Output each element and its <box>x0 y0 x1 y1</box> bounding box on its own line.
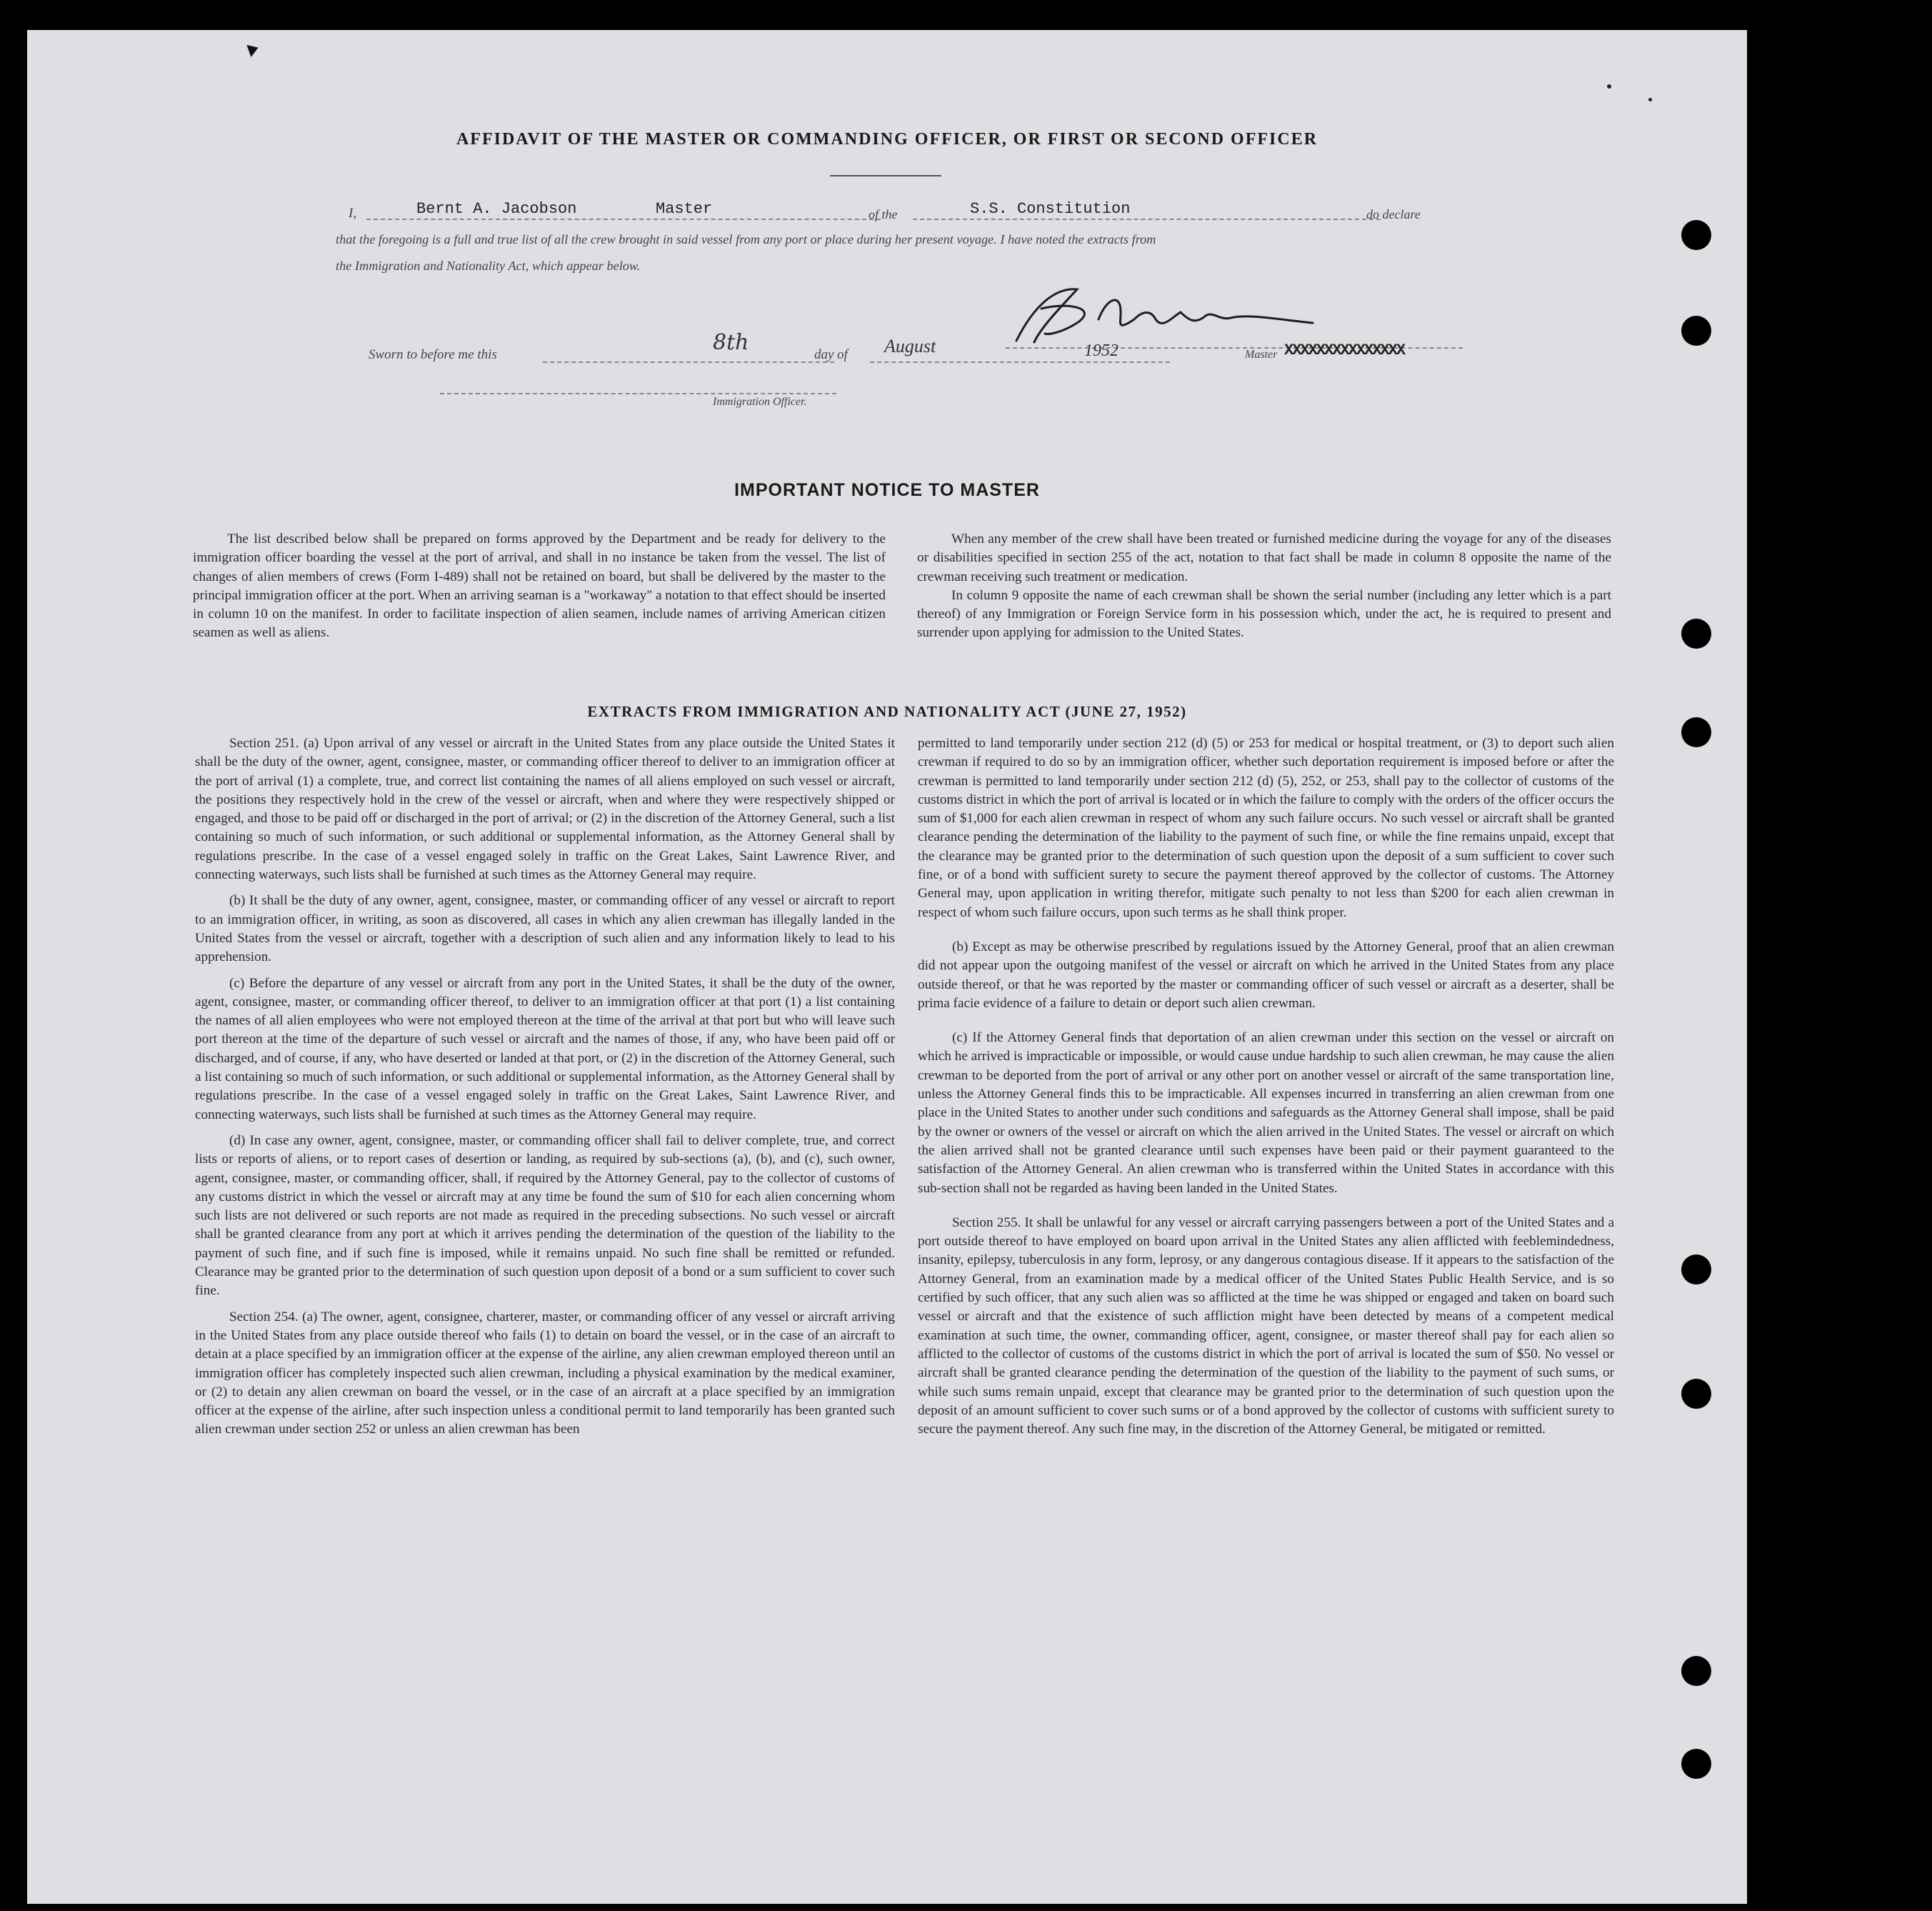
notice-left-paragraph: The list described below shall be prepared on forms approved by the Department and be ready for delivery to the immigration officer boarding the vessel at the port of arrival, and shall in no instance be taken from the vessel. The list of changes of alien members of crews (Form I-489) shall not be retained on board, but shall be delivered by the master to the principal immigration officer at the port. When an arriving seaman is a "workaway" a notation to that effect should be inserted in column 10 on the manifest. In order to facilitate inspection of alien seamen, include names of arriving American citizen seamen as well as aliens. <box>193 532 886 641</box>
sworn-year-value: 1952 <box>1084 341 1118 360</box>
punch-hole <box>1681 1379 1711 1409</box>
punch-hole <box>1681 717 1711 747</box>
notice-title: IMPORTANT NOTICE TO MASTER <box>734 480 1040 500</box>
sworn-label: Sworn to before me this <box>369 347 497 362</box>
do-declare-label: do declare <box>1366 207 1421 221</box>
extracts-left-column <box>195 734 895 1447</box>
section-251-c: (c) Before the departure of any vessel or aircraft from any port in the United States, it shall be the duty of the owner, agent, consignee, master, or commanding officer thereof, to deliver to an immigration officer at that port (1) a list containing the names of all alien employees who were not employed thereon at the time of the arrival at that port but who will leave such port thereon at the time of the departure of such vessel or aircraft and the names of those, if any, who have been paid off or discharged, and of course, if any, who have deserted or landed at that port, or (2) in the discretion of the Attorney General, such a list containing so much of such information, or such additional or supplemental information, as the Attorney General shall by regulations prescribe. In the case of a vessel engaged solely in traffic on the Great Lakes, Saint Lawrence River, and connecting waterways, such lists shall be furnished at such times as the Attorney General may require. <box>195 975 895 1122</box>
sworn-day-value: 8th <box>713 330 749 355</box>
officer-signature-line <box>440 393 836 394</box>
vessel-name: S.S. Constitution <box>970 200 1131 218</box>
name-line <box>366 219 881 220</box>
scan-mark <box>1607 84 1611 89</box>
title-rule <box>830 175 941 176</box>
immigration-officer-label: Immigration Officer. <box>713 396 807 408</box>
affidavit-title: AFFIDAVIT OF THE MASTER OR COMMANDING OFFICER, OR FIRST OR SECOND OFFICER <box>456 130 1318 149</box>
day-of-label: day of <box>814 347 848 362</box>
master-rank: Master <box>656 200 713 218</box>
sworn-day-line <box>543 361 834 363</box>
document-page <box>27 30 1747 1904</box>
master-signature <box>991 276 1320 355</box>
section-251-b: (b) It shall be the duty of any owner, agent, consignee, master, or commanding officer of any vessel or aircraft to report to an immigration officer, in writing, as soon as discovered, all cases in which any alien crewman has illegally landed in the United States from the vessel or aircraft, together with a description of such alien and any information likely to lead to his apprehension. <box>195 893 895 965</box>
master-label: Master <box>1245 349 1278 361</box>
notice-right-paragraph-1: When any member of the crew shall have been treated or furnished medicine during the voyage for any of the diseases or disabilities specified in section 255 of the act, notation to that fact shall be made in column 8 opposite the name of the crewman receiving such treatment or medication. <box>917 532 1611 584</box>
scan-mark <box>246 41 260 57</box>
extracts-title: EXTRACTS FROM IMMIGRATION AND NATIONALITY ACT (JUNE 27, 1952) <box>587 703 1187 720</box>
punch-hole <box>1681 316 1711 346</box>
declaration-line-2: that the foregoing is a full and true list of all the crew brought in said vessel from any port or place during her present voyage. I have noted the extracts from <box>336 232 1156 246</box>
section-254-a-continued: permitted to land temporarily under section 212 (d) (5) or 253 for medical or hospital treatment, or (3) to deport such alien crewman if required to do so by an immigration officer, whether such deportation requirement is imposed before or after the crewman is permitted to land temporarily under section 212 (d) (5), 252, or 253, shall pay to the collector of customs of the customs district in which the port of arrival is located or in which the failure to comply with the orders of the officer occurs the sum of $1,000 for each alien crewman in respect of whom any such failure occurs. No such vessel or aircraft shall be granted clearance pending the determination of the liability to the payment of such fine, or while the fine remains unpaid, except that the clearance may be granted prior to the determination of such question upon the deposit of a sum sufficient to cover such fine, or of a bond with sufficient surety to secure the payment thereof approved by the collector of customs. The Attorney General may, upon application in writing therefor, mitigate such penalty to not less than $200 for each alien crewman in respect of whom such failure occurs, upon such terms as he shall think proper. <box>918 736 1614 920</box>
punch-hole <box>1681 1656 1711 1686</box>
notice-right-column <box>917 530 1611 643</box>
punch-hole <box>1681 619 1711 649</box>
notice-right-paragraph-2: In column 9 opposite the name of each crewman shall be shown the serial number (including any letter which is a part thereof) of any Immigration or Foreign Service form in his possession which, under the act, he is required to present and surrender upon applying for admission to the United States. <box>917 587 1611 641</box>
declaration-line-3: the Immigration and Nationality Act, which appear below. <box>336 259 641 273</box>
section-251-d: (d) In case any owner, agent, consignee, master, or commanding officer shall fail to deliver complete, true, and correct lists or reports of aliens, or to report cases of desertion or landing, as required by sub-sections (a), (b), and (c), such owner, agent, consignee, master, or commanding officer, shall, if required by the Attorney General, pay to the collector of customs of any customs district in which the vessel or aircraft may at any time be found the sum of $10 for each alien concerning whom such lists are not delivered or such reports are not made as required in the preceding subsections. No such vessel or aircraft shall be granted clearance from any port at which it arrives pending the determination of the question of the liability to the payment of such fine, and if such fine is imposed, while it remains unpaid. No such fine shall be remitted or refunded. Clearance may be granted prior to the determination of such question upon deposit of a bond or a sum sufficient to cover such fine. <box>195 1132 895 1299</box>
of-the-label: of the <box>869 207 898 221</box>
section-254-c: (c) If the Attorney General finds that deportation of an alien crewman under this section on the vessel or aircraft on which he arrived is impracticable or impossible, or would cause undue hardship to such alien crewman, he may cause the alien crewman to be deported from the port of arrival or any other port on another vessel or aircraft of the same transportation line, unless the Attorney General finds this to be impracticable. All expenses incurred in transferring an alien crewman from one place in the United States to another under such conditions and safeguards as the Attorney General shall impose, shall be paid by the owner or owners of the vessel or aircraft on which the alien arrived in the United States. The vessel or aircraft on which the alien arrived shall not be granted clearance until such expenses have been paid or their payment guaranteed to the satisfaction of the Attorney General. An alien crewman who is transferred within the United States in accordance with this sub-section shall not be regarded as having been landed in the United States. <box>918 1030 1614 1196</box>
section-251-a: Section 251. (a) Upon arrival of any vessel or aircraft in the United States from any place outside the United States it shall be the duty of the owner, agent, consignee, master, or commanding officer thereof to deliver to an immigration officer at the port of arrival (1) a complete, true, and correct list containing the names of all aliens employed on such vessel or aircraft, the positions they respectively hold in the crew of the vessel or aircraft, when and where they were respectively shipped or engaged, and those to be paid off or discharged in the port of arrival; or (2) in the discretion of the Attorney General, such a list containing so much of such information, or such additional or supplemental information, as the Attorney General shall by regulations prescribe. In the case of a vessel engaged solely in traffic on the Great Lakes, Saint Lawrence River, and connecting waterways, such lists shall be furnished at such times as the Attorney General may require. <box>195 736 895 883</box>
punch-hole <box>1681 1749 1711 1779</box>
section-254-a: Section 254. (a) The owner, agent, consignee, charterer, master, or commanding officer of any vessel or aircraft arriving in the United States from any place outside thereof who fails (1) to detain on board the vessel, or in the case of an aircraft to detain at a place specified by an immigration officer at the expense of the airline, any alien crewman employed thereon until an immigration officer has completely inspected such alien crewman, including a physical examination by the medical examiner, or (2) to detain any alien crewman on board the vessel, or in the case of an aircraft at a place specified by an immigration officer at the expense of the airline, after such inspection unless a conditional permit to land temporarily has been granted such alien crewman under section 252 or unless an alien crewman has been <box>195 1309 895 1437</box>
vessel-line <box>913 219 1381 220</box>
extracts-right-column <box>918 734 1614 1446</box>
punch-hole <box>1681 220 1711 250</box>
declaration-i: I, <box>349 206 357 221</box>
section-255: Section 255. It shall be unlawful for any vessel or aircraft carrying passengers between a port of the United States and a port outside thereof to have employed on board upon arrival in the United States any alien afflicted with feeblemindedness, insanity, epilepsy, tuberculosis in any form, leprosy, or any dangerous contagious disease. If it appears to the satisfaction of the Attorney General, from an examination made by a medical officer of the United States Public Health Service, and is so certified by such officer, that any such alien was so afflicted at the time he was shipped or engaged and taken on board such vessel or aircraft and that the existence of such affliction might have been detected by means of a competent medical examination at such time, the owner, commanding officer, agent, consignee, or master thereof shall pay for each alien so afflicted to the collector of customs of the customs district in which the port of arrival is located the sum of $50. No vessel or aircraft shall be granted clearance pending the determination of the question of the liability to the payment of such sums, or while such sums remain unpaid, except that clearance may be granted prior to the determination of such question upon the deposit of an amount sufficient to cover such sums or of a bond approved by the collector of customs with sufficient surety to secure the payment thereof. Any such fine may, in the discretion of the Attorney General, be mitigated or remitted. <box>918 1214 1614 1437</box>
section-254-b: (b) Except as may be otherwise prescribed by regulations issued by the Attorney General, proof that an alien crewman did not appear upon the outgoing manifest of the vessel or aircraft on which he arrived in the United States from any place outside thereof, or that he was reported by the master or commanding officer of such vessel or aircraft as a deserter, shall be prima facie evidence of a failure to detain or deport such alien crewman. <box>918 939 1614 1011</box>
notice-left-column <box>193 530 886 643</box>
struck-out-title: XXXXXXXXXXXXXXX <box>1284 341 1405 359</box>
sworn-month-value: August <box>884 336 936 356</box>
punch-hole <box>1681 1254 1711 1284</box>
master-name: Bernt A. Jacobson <box>416 200 577 218</box>
sworn-month-line <box>870 361 1170 363</box>
scan-mark <box>1648 98 1652 101</box>
